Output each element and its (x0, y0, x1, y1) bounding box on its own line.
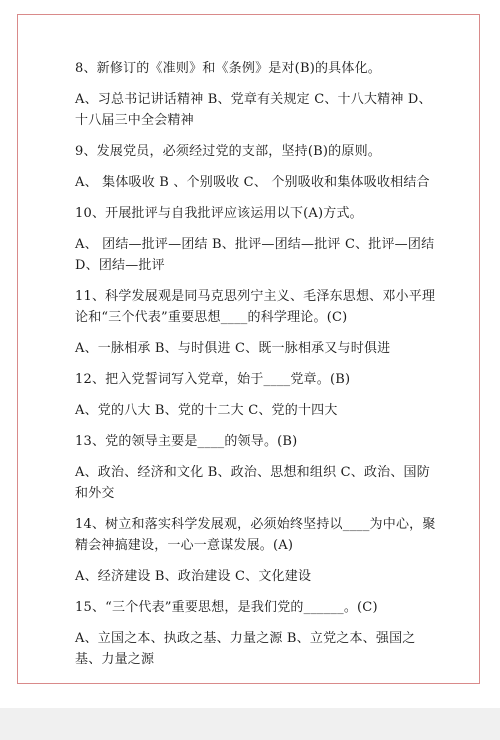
question-13-options: A、政治、经济和文化 B、政治、思想和组织 C、政治、国防和外交 (75, 465, 430, 501)
question-10-options: A、 团结—批评—团结 B、批评—团结—批评 C、批评—团结 D、团结—批评 (75, 237, 435, 273)
question-9-options: A、 集体吸收 B 、个别吸收 C、 个别吸收和集体吸收相结合 (75, 175, 430, 190)
question-15: 15、“三个代表”重要思想，是我们党的______。(C) (75, 600, 378, 615)
question-15-options: A、立国之本、执政之基、力量之源 B、立党之本、强国之基、力量之源 (75, 631, 416, 667)
question-9: 9、发展党员，必须经过党的支部，坚持(B)的原则。 (75, 144, 381, 159)
question-8-options: A、习总书记讲话精神 B、党章有关规定 C、十八大精神 D、十八届三中全会精神 (75, 92, 432, 128)
page-gap (0, 708, 500, 740)
question-13: 13、党的领导主要是____的领导。(B) (75, 434, 298, 449)
question-11: 11、科学发展观是同马克思列宁主义、毛泽东思想、邓小平理论和“三个代表”重要思想____的科学理论。(C) (75, 289, 436, 325)
question-14: 14、树立和落实科学发展观，必须始终坚持以____为中心，聚精会神搞建设，一心一意谋发展。(A) (75, 517, 436, 553)
question-10: 10、开展批评与自我批评应该运用以下(A)方式。 (75, 206, 363, 221)
question-12-options: A、党的八大 B、党的十二大 C、党的十四大 (75, 403, 338, 418)
question-list (75, 58, 440, 680)
question-8: 8、新修订的《准则》和《条例》是对(B)的具体化。 (75, 61, 381, 76)
question-12: 12、把入党誓词写入党章，始于____党章。(B) (75, 372, 351, 387)
question-14-options: A、经济建设 B、政治建设 C、文化建设 (75, 569, 312, 584)
question-11-options: A、一脉相承 B、与时俱进 C、既一脉相承又与时俱进 (75, 341, 391, 356)
